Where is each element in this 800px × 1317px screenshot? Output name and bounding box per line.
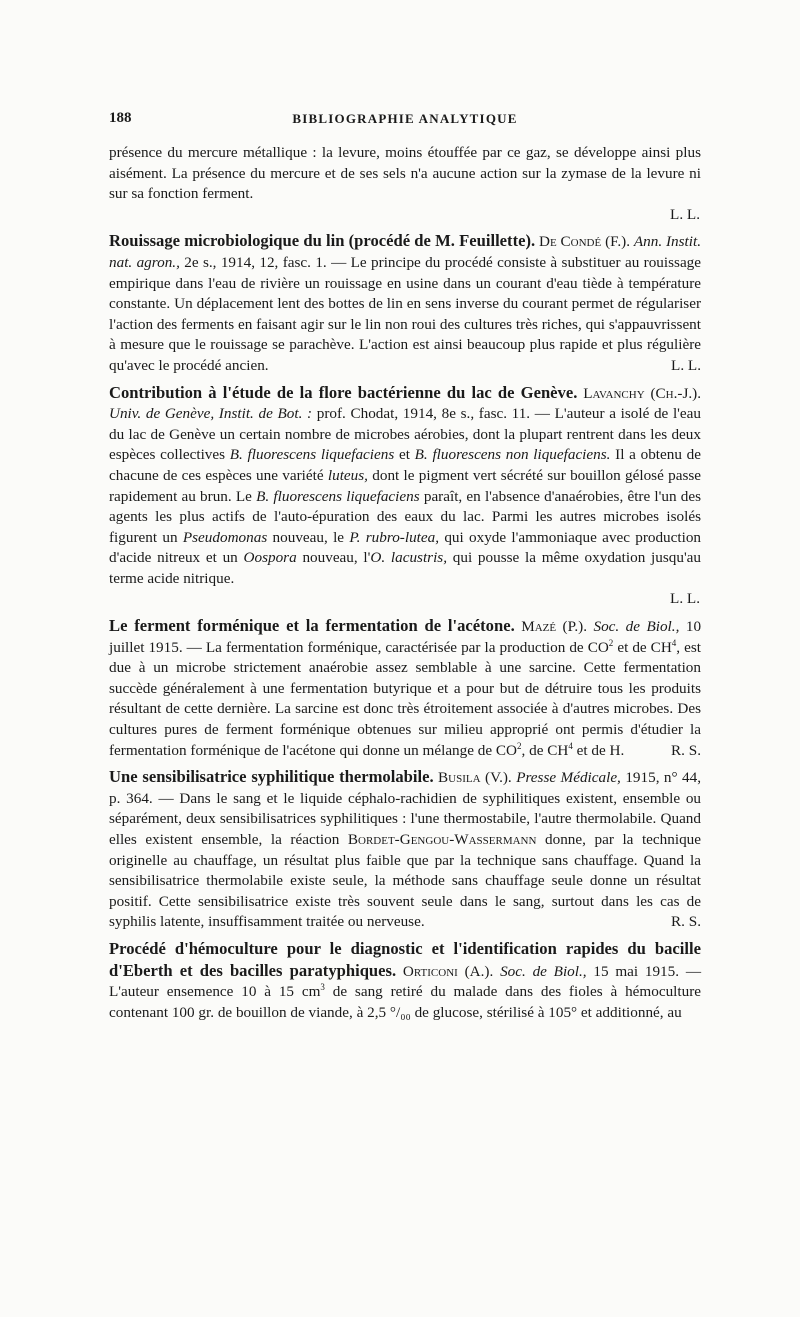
article-body: donne, par la technique originelle au chauffage, un résultat plus faible que par la technique sans chauffage. Quand la sensibilisatrice thermolabile existe seule, la méthode sans chauffage seule donne un résultat positif. Cette sensibilisatrice existe très souvent seule dans le sang, surtout dans les cas de syphilis latente, insuffisamment traitée ou nerveuse. xyxy=(109,831,701,931)
article-body: Dans le sang et le liquide céphalo-rachidien de syphilitiques existent, ensemble ou séparément, deux sensibilisatrices syphilitiques : l'une thermostabile, l'autre thermolabile. Quand elles existent ensemble, la réaction xyxy=(109,789,702,848)
intro-paragraph xyxy=(109,143,701,225)
species-name: luteus, xyxy=(327,466,368,484)
formula-superscript: 4 xyxy=(671,637,677,648)
formula-superscript: 3 xyxy=(320,982,325,993)
formula-superscript: 2 xyxy=(608,637,614,648)
species-name: P. rubro-lutea, xyxy=(349,528,440,546)
article-body: L'auteur ensemence 10 à 15 cm xyxy=(109,983,321,1001)
article-signature: L. L. xyxy=(670,590,700,608)
article-ref: prof. Chodat, 1914, 8e s., fasc. 11. — xyxy=(316,405,550,423)
article-title: Procédé d'hémoculture pour le diagnostic et l'identification rapides du bacille d'Eberth et des bacilles paratyphiques. xyxy=(109,938,701,980)
article-signature: R. S. xyxy=(671,913,701,931)
article-author: Busila (V.). xyxy=(438,769,512,787)
page-number: 188 xyxy=(109,110,132,126)
article-ref: 2e s., 1914, 12, fasc. 1. — xyxy=(184,253,347,271)
article-body: nouveau, l' xyxy=(302,549,371,567)
article-title: Le ferment forménique et la fermentation de l'acétone. xyxy=(109,616,515,636)
article-body: nouveau, le xyxy=(272,528,345,546)
article-author: De Condé (F.). xyxy=(539,233,631,251)
article-signature: L. L. xyxy=(671,356,701,374)
article-body: qui pousse la même oxydation jusqu'au terme acide nitrique. xyxy=(109,549,702,587)
article-body: dont le pigment vert sécrété sur bouillon gélosé passe rapidement au brun. Le xyxy=(109,466,702,505)
reaction-names: Bordet-Gengou-Wassermann xyxy=(347,831,537,848)
article-body: et xyxy=(398,446,410,464)
article-ref: 1915, n° 44, p. 364. — xyxy=(109,769,702,807)
article-flore-bacterienne xyxy=(109,383,701,611)
running-title: BIBLIOGRAPHIE ANALYTIQUE xyxy=(292,111,518,126)
article-source: Soc. de Biol., xyxy=(593,618,680,636)
article-title: Rouissage microbiologique du lin (procédé de M. Feuillette). xyxy=(109,231,536,251)
article-body: , est due à un microbe strictement anaérobie assez semblable à une sarcine. Cette fermentation succède généralement à une fermentation butyrique et a pour but de détruire tous les produits résultant de cette dernière. La sarcine est donc très étroitement associée à d'autres microbes. Des cultures pures de ferment forménique obtenues sur milieu approprié ont permis d'étudier la fermentation forménique de l'acétone qui donne un mélange de CO xyxy=(109,638,701,759)
article-body: et de H. xyxy=(576,741,625,759)
article-source: Soc. de Biol., xyxy=(500,962,587,980)
article-sensibilisatrice xyxy=(109,767,701,933)
species-name: Oospora xyxy=(243,549,297,567)
article-source: Univ. de Genève, Instit. de Bot. : xyxy=(109,405,313,423)
article-hemoculture xyxy=(109,939,701,1023)
page-content xyxy=(109,143,701,1023)
article-body: , de CH xyxy=(521,741,569,759)
species-name: B. fluorescens liquefaciens xyxy=(229,446,395,464)
article-body: et de CH xyxy=(617,638,672,656)
species-name: B. fluorescens non liquefaciens. xyxy=(414,446,611,464)
article-author: Mazé (P.). xyxy=(521,618,588,636)
article-body: de sang retiré du malade dans des fioles à hémoculture contenant 100 gr. de bouillon de viande, à 2,5 °/₀₀ de glucose, stérilisé à 105° et additionné, au xyxy=(109,983,701,1021)
species-name: O. lacustris, xyxy=(370,549,448,567)
intro-signature: L. L. xyxy=(670,205,700,223)
formula-superscript: 2 xyxy=(517,740,522,751)
formula-superscript: 4 xyxy=(568,740,573,751)
article-signature: R. S. xyxy=(671,741,701,759)
intro-text: présence du mercure métallique : la levure, moins étouffée par ce gaz, se développe ainsi plus aisément. La présence du mercure et de ses sels n'a aucune action sur la zymase de la levure ni sur sa fonction ferment. xyxy=(109,144,701,203)
article-body: Il a obtenu de chacune de ces espèces une variété xyxy=(109,446,701,484)
article-title: Une sensibilisatrice syphilitique thermolabile. xyxy=(109,767,434,787)
species-name: Pseudomonas xyxy=(182,528,268,546)
article-source: Presse Médicale, xyxy=(516,769,621,787)
article-body: Le principe du procédé consiste à substituer au rouissage empirique dans l'eau de rivière un rouissage en usine dans un courant d'eau tiède à température constante. Un déplacement lent des bottes de lin en sens inverse du courant permet de régulariser l'action des ferments en faisant agir sur le lin non roui des cultures très riches, qui s'appauvrissent à mesure que le rouissage se parachève. L'action est ainsi beaucoup plus rapide et plus régulière qu'avec le procédé ancien. xyxy=(109,253,702,374)
species-name: B. fluorescens liquefaciens xyxy=(256,487,420,505)
page-header xyxy=(109,110,701,132)
article-body: La fermentation forménique, caractérisée par la production de CO xyxy=(205,638,609,656)
article-title: Contribution à l'étude de la flore bactérienne du lac de Genève. xyxy=(109,382,578,402)
article-body: L'auteur a isolé de l'eau du lac de Genève un certain nombre de microbes aérobies, dont la plupart rentrent dans les deux espèces collectives xyxy=(109,405,701,464)
article-body: paraît, en l'absence d'anaérobies, être l'un des agents les plus actifs de l'auto-épuration des eaux du lac. Parmi les autres microbes isolés figurent un xyxy=(109,487,702,546)
article-body: qui oxyde l'ammoniaque avec production d'acide nitreux et un xyxy=(109,528,702,567)
article-author: Orticoni (A.). xyxy=(402,962,494,980)
article-rouissage xyxy=(109,231,701,376)
article-source: Ann. Instit. nat. agron., xyxy=(109,233,702,271)
article-author: Lavanchy (Ch.-J.). xyxy=(583,384,702,402)
article-ref: 15 mai 1915. — xyxy=(593,962,702,980)
article-ferment-formenique xyxy=(109,616,701,761)
article-ref: 10 juillet 1915. — xyxy=(109,618,702,656)
